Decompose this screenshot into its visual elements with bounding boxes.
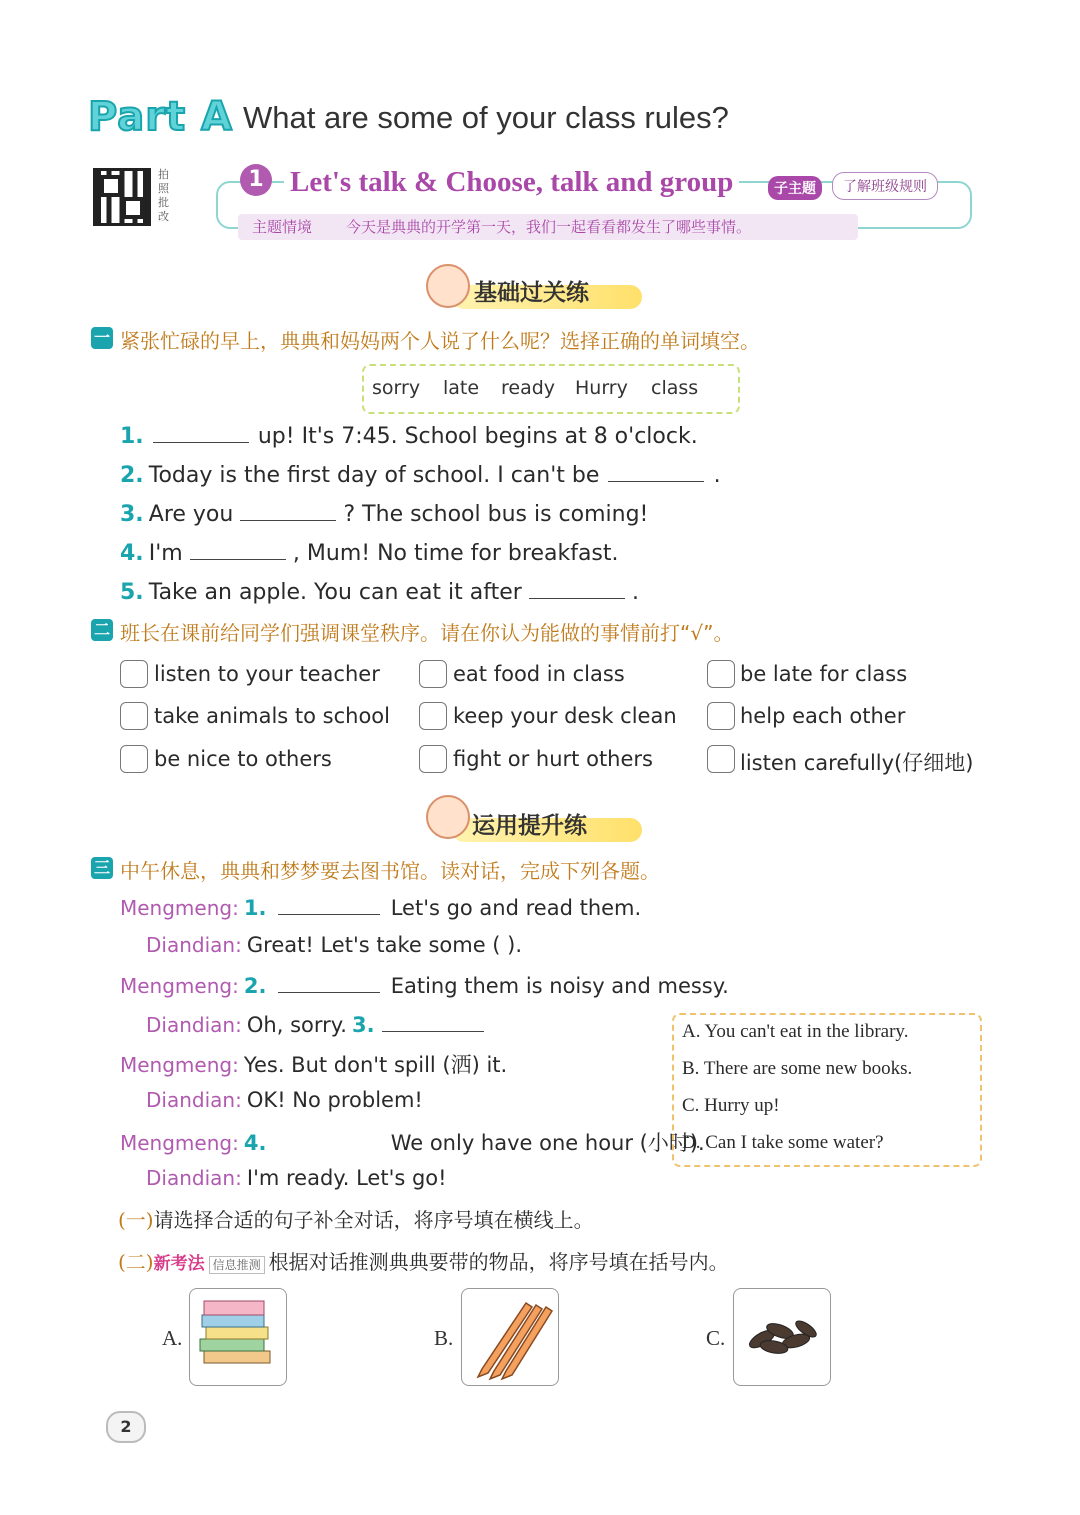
sub-question-mark: (二) <box>118 1250 154 1274</box>
speaker: Diandian: <box>146 1013 242 1037</box>
dialogue-text: Great! Let's take some ( ). <box>246 933 523 957</box>
scene-text: 今天是典典的开学第一天，我们一起看看都发生了哪些事情。 <box>346 218 752 236</box>
question-number: 1. <box>120 424 144 449</box>
dialogue-line <box>146 933 522 957</box>
dialogue-line <box>120 1127 705 1157</box>
kid-face-icon <box>426 795 470 839</box>
answer-blank-3[interactable] <box>240 500 336 521</box>
dialogue-line <box>146 1088 423 1112</box>
option-label: take animals to school <box>154 704 390 728</box>
option-label: keep your desk clean <box>453 704 677 728</box>
question-text: I'm <box>148 541 183 566</box>
dialogue-text: Let's go and read them. <box>390 896 642 920</box>
question-text: . <box>713 463 721 488</box>
qr-code-icon[interactable] <box>93 168 151 226</box>
new-method-tag: 新考法 <box>153 1254 205 1274</box>
question-text: up! It's 7:45. School begins at 8 o'clock. <box>257 424 698 449</box>
picture-option-b[interactable] <box>461 1288 559 1386</box>
option-label: listen to your teacher <box>154 662 380 686</box>
exercise-1-mark: 一 <box>91 327 113 349</box>
question-text: . <box>632 580 640 605</box>
exercise-3-mark: 三 <box>91 857 113 879</box>
speaker: Diandian: <box>146 1166 242 1190</box>
picture-option-c[interactable] <box>733 1288 831 1386</box>
sub-question-2 <box>118 1246 729 1275</box>
dialogue-text: Yes. But don't spill (洒) it. <box>243 1053 508 1077</box>
part-label: Part A <box>88 94 233 140</box>
question-number: 5. <box>120 580 144 605</box>
word-bank-word: Hurry <box>575 377 628 399</box>
question-2 <box>120 461 721 488</box>
books-icon <box>190 1289 286 1385</box>
speaker: Mengmeng: <box>120 896 239 920</box>
dialogue-line <box>146 1011 486 1037</box>
dialogue-text: I'm ready. Let's go! <box>246 1166 447 1190</box>
exercise-1-instruction: 紧张忙碌的早上，典典和妈妈两个人说了什么呢？选择正确的单词填空。 <box>120 329 760 353</box>
dialogue-blank-2[interactable] <box>278 972 380 993</box>
question-text: , Mum! No time for breakfast. <box>292 541 619 566</box>
answer-blank-2[interactable] <box>608 461 704 482</box>
speaker: Mengmeng: <box>120 1053 239 1077</box>
dialogue-line <box>146 1166 447 1190</box>
option-label: listen carefully(仔细地) <box>740 751 974 775</box>
dialogue-blank-3[interactable] <box>382 1011 484 1032</box>
word-bank-word: late <box>443 377 480 399</box>
sunflower-seeds-icon <box>734 1289 830 1385</box>
answer-blank-4[interactable] <box>190 539 286 560</box>
answer-option: B. There are some new books. <box>682 1058 913 1079</box>
checkbox[interactable] <box>419 660 447 688</box>
section-basic-title: 基础过关练 <box>474 280 589 306</box>
speaker: Diandian: <box>146 1088 242 1112</box>
exercise-2-instruction: 班长在课前给同学们强调课堂秩序。请在你认为能做的事情前打“√”。 <box>120 621 734 645</box>
dialogue-number: 1. <box>243 896 267 920</box>
checkbox[interactable] <box>707 702 735 730</box>
picture-label: A. <box>162 1326 183 1350</box>
picture-label: C. <box>706 1326 726 1350</box>
lesson-number: 1 <box>240 164 272 196</box>
question-3 <box>120 500 648 527</box>
dialogue-text: Eating them is noisy and messy. <box>390 974 729 998</box>
dialogue-blank-1[interactable] <box>278 894 380 915</box>
dialogue-text: Oh, sorry. <box>246 1013 347 1037</box>
speaker: Mengmeng: <box>120 974 239 998</box>
checkbox[interactable] <box>707 745 735 773</box>
picture-option-a[interactable] <box>189 1288 287 1386</box>
answer-option: D. Can I take some water? <box>682 1132 884 1153</box>
question-text: ? The school bus is coming! <box>343 502 649 527</box>
question-1 <box>120 422 698 449</box>
answer-option: A. You can't eat in the library. <box>682 1021 909 1042</box>
checkbox[interactable] <box>120 660 148 688</box>
question-5 <box>120 578 639 605</box>
lesson-title: Let's talk & Choose, talk and group <box>284 166 739 199</box>
pencils-icon <box>462 1289 558 1385</box>
checkbox[interactable] <box>120 745 148 773</box>
option-label: be late for class <box>740 662 908 686</box>
question-number: 2. <box>120 463 144 488</box>
option-label: fight or hurt others <box>453 747 653 771</box>
page-number: 2 <box>106 1411 146 1443</box>
exercise-2-mark: 二 <box>91 619 113 641</box>
answer-blank-5[interactable] <box>529 578 625 599</box>
speaker: Mengmeng: <box>120 1131 239 1155</box>
checkbox[interactable] <box>120 702 148 730</box>
dialogue-line <box>120 894 641 920</box>
sub-question-text: 根据对话推测典典要带的物品，将序号填在括号内。 <box>268 1250 729 1274</box>
sub-question-1 <box>118 1204 594 1233</box>
part-question: What are some of your class rules? <box>243 100 729 135</box>
question-text: Today is the first day of school. I can't be <box>148 463 600 488</box>
answer-option: C. Hurry up! <box>682 1095 780 1116</box>
word-bank-word: class <box>651 377 699 399</box>
subtopic-badge: 子主题 <box>768 176 822 200</box>
exercise-3-instruction: 中午休息，典典和梦梦要去图书馆。读对话，完成下列各题。 <box>120 859 660 883</box>
sub-question-mark: (一) <box>118 1208 154 1232</box>
checkbox[interactable] <box>707 660 735 688</box>
scene-label: 主题情境 <box>252 218 313 236</box>
dialogue-text: OK! No problem! <box>246 1088 423 1112</box>
question-text: Take an apple. You can eat it after <box>148 580 522 605</box>
dialogue-line <box>120 972 729 998</box>
subtopic-label: 了解班级规则 <box>832 172 938 200</box>
picture-label: B. <box>434 1326 454 1350</box>
dialogue-text: We only have one hour (小时). <box>390 1131 705 1155</box>
option-label: help each other <box>740 704 906 728</box>
question-number: 4. <box>120 541 144 566</box>
answer-blank-1[interactable] <box>153 422 249 443</box>
section-apply-title: 运用提升练 <box>472 813 587 839</box>
info-inference-tag: 信息推测 <box>209 1256 265 1274</box>
dialogue-line <box>120 1049 507 1079</box>
qr-side-text: 拍照批改 <box>158 168 169 223</box>
speaker: Diandian: <box>146 933 242 957</box>
dialogue-number: 4. <box>243 1131 267 1155</box>
word-bank-word: sorry <box>372 377 421 399</box>
checkbox[interactable] <box>419 745 447 773</box>
sub-question-text: 请选择合适的句子补全对话，将序号填在横线上。 <box>153 1208 594 1232</box>
option-label: be nice to others <box>154 747 332 771</box>
word-bank-word: ready <box>501 377 556 399</box>
dialogue-blank-4[interactable] <box>278 1129 380 1150</box>
dialogue-number: 3. <box>352 1013 375 1037</box>
question-4 <box>120 539 619 566</box>
option-label: eat food in class <box>453 662 625 686</box>
question-text: Are you <box>148 502 234 527</box>
checkbox[interactable] <box>419 702 447 730</box>
kid-face-icon <box>426 264 470 308</box>
question-number: 3. <box>120 502 144 527</box>
dialogue-number: 2. <box>243 974 267 998</box>
